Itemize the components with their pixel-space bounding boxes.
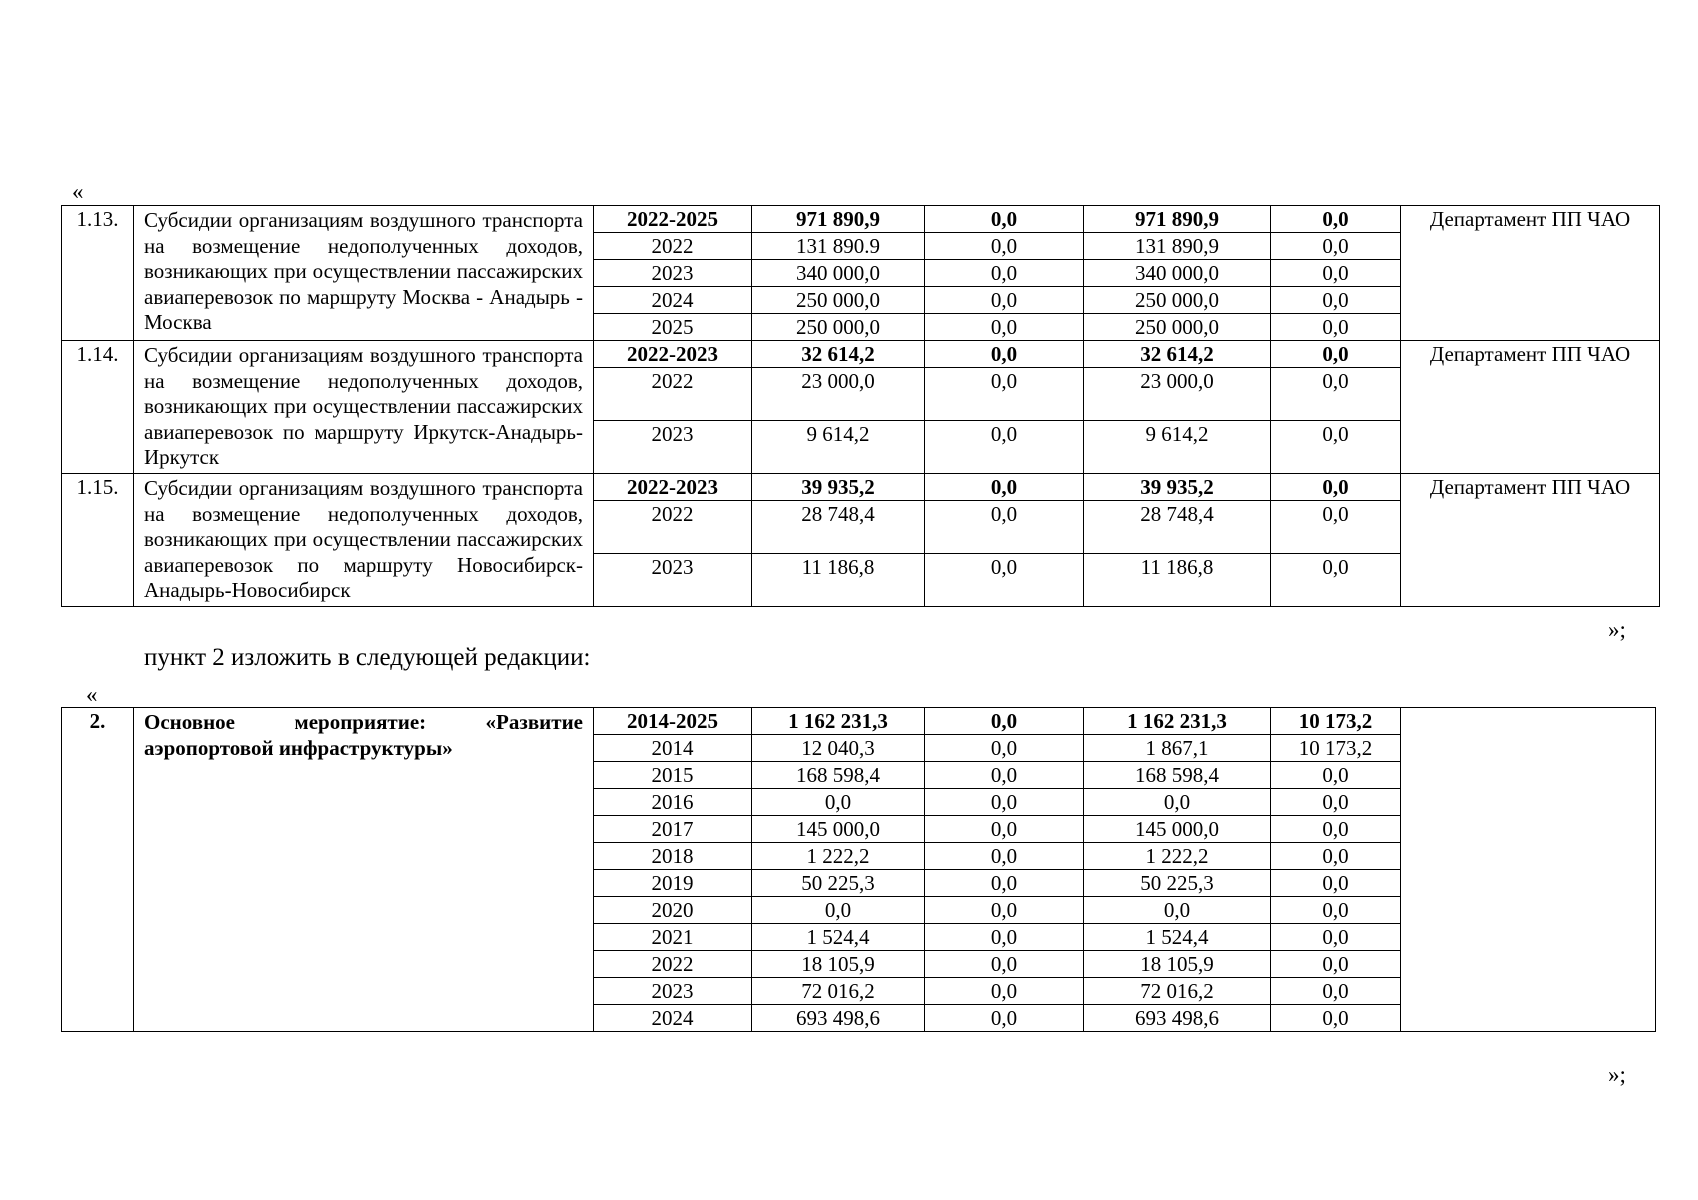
year-cell: 2023	[594, 978, 752, 1005]
value-cell: 1 524,4	[752, 924, 925, 951]
value-cell: 0,0	[1271, 816, 1401, 843]
value-cell: 0,0	[925, 843, 1084, 870]
period-cell: 2014-2025	[594, 708, 752, 735]
value-cell: 0,0	[752, 897, 925, 924]
value-cell: 0,0	[925, 870, 1084, 897]
value-cell: 0,0	[925, 341, 1084, 368]
value-cell: 0,0	[1271, 554, 1401, 607]
period-cell: 2022-2023	[594, 341, 752, 368]
year-cell: 2024	[594, 287, 752, 314]
value-cell: 145 000,0	[752, 816, 925, 843]
value-cell: 0,0	[1271, 474, 1401, 501]
value-cell: 1 222,2	[752, 843, 925, 870]
closing-quote-2: »;	[1608, 1062, 1626, 1087]
value-cell: 0,0	[925, 474, 1084, 501]
total-cell: 971 890,9	[752, 206, 925, 233]
value-cell: 1 162 231,3	[1084, 708, 1271, 735]
value-cell: 0,0	[925, 368, 1084, 421]
value-cell: 9 614,2	[752, 421, 925, 474]
table-row	[62, 341, 1660, 368]
value-cell: 0,0	[1271, 897, 1401, 924]
year-cell: 2023	[594, 421, 752, 474]
value-cell: 0,0	[925, 924, 1084, 951]
total-cell: 32 614,2	[752, 341, 925, 368]
value-cell: 0,0	[925, 816, 1084, 843]
value-cell: 10 173,2	[1271, 735, 1401, 762]
value-cell: 32 614,2	[1084, 341, 1271, 368]
value-cell: 0,0	[1271, 421, 1401, 474]
value-cell: 0,0	[925, 789, 1084, 816]
item-number: 1.14.	[62, 341, 134, 474]
value-cell: 1 222,2	[1084, 843, 1271, 870]
value-cell: 0,0	[925, 708, 1084, 735]
table-row	[62, 474, 1660, 501]
value-cell: 1 524,4	[1084, 924, 1271, 951]
value-cell: 0,0	[925, 314, 1084, 341]
value-cell: 72 016,2	[752, 978, 925, 1005]
value-cell: 72 016,2	[1084, 978, 1271, 1005]
year-cell: 2023	[594, 260, 752, 287]
value-cell: 11 186,8	[1084, 554, 1271, 607]
year-cell: 2015	[594, 762, 752, 789]
year-cell: 2016	[594, 789, 752, 816]
responsible-department: Департамент ПП ЧАО	[1401, 474, 1660, 607]
item-number: 1.13.	[62, 206, 134, 341]
year-cell: 2020	[594, 897, 752, 924]
value-cell: 23 000,0	[1084, 368, 1271, 421]
value-cell: 0,0	[1271, 233, 1401, 260]
value-cell: 0,0	[1271, 206, 1401, 233]
responsible-department: Департамент ПП ЧАО	[1401, 206, 1660, 341]
value-cell: 50 225,3	[752, 870, 925, 897]
value-cell: 39 935,2	[1084, 474, 1271, 501]
value-cell: 0,0	[925, 978, 1084, 1005]
value-cell: 145 000,0	[1084, 816, 1271, 843]
value-cell: 0,0	[925, 951, 1084, 978]
opening-quote-1: «	[72, 179, 84, 204]
value-cell: 971 890,9	[1084, 206, 1271, 233]
value-cell: 0,0	[1271, 1005, 1401, 1032]
value-cell: 18 105,9	[1084, 951, 1271, 978]
table-row	[62, 206, 1660, 233]
value-cell: 0,0	[1271, 924, 1401, 951]
value-cell: 693 498,6	[1084, 1005, 1271, 1032]
value-cell: 0,0	[1271, 501, 1401, 554]
value-cell: 0,0	[1271, 762, 1401, 789]
year-cell: 2022	[594, 951, 752, 978]
item-description: Основное мероприятие: «Развитие аэропортовой инфраструктуры»	[134, 708, 594, 1032]
value-cell: 0,0	[1271, 870, 1401, 897]
value-cell: 0,0	[1271, 368, 1401, 421]
period-cell: 2022-2025	[594, 206, 752, 233]
value-cell: 12 040,3	[752, 735, 925, 762]
total-cell: 39 935,2	[752, 474, 925, 501]
instruction-paragraph: пункт 2 изложить в следующей редакции:	[144, 644, 591, 671]
value-cell: 0,0	[925, 501, 1084, 554]
value-cell: 28 748,4	[1084, 501, 1271, 554]
value-cell: 0,0	[1271, 341, 1401, 368]
value-cell: 0,0	[1084, 897, 1271, 924]
value-cell: 18 105,9	[752, 951, 925, 978]
year-cell: 2017	[594, 816, 752, 843]
value-cell: 0,0	[925, 260, 1084, 287]
value-cell: 0,0	[1271, 843, 1401, 870]
airport-infrastructure-table	[61, 707, 1656, 1032]
value-cell: 0,0	[1084, 789, 1271, 816]
year-cell: 2024	[594, 1005, 752, 1032]
item-number: 2.	[62, 708, 134, 1032]
year-cell: 2022	[594, 501, 752, 554]
value-cell: 131 890,9	[1084, 233, 1271, 260]
value-cell: 131 890.9	[752, 233, 925, 260]
year-cell: 2022	[594, 233, 752, 260]
value-cell: 0,0	[925, 206, 1084, 233]
value-cell: 0,0	[925, 897, 1084, 924]
value-cell: 0,0	[1271, 978, 1401, 1005]
value-cell: 168 598,4	[1084, 762, 1271, 789]
value-cell: 0,0	[925, 287, 1084, 314]
value-cell: 250 000,0	[752, 314, 925, 341]
value-cell: 9 614,2	[1084, 421, 1271, 474]
value-cell: 0,0	[925, 233, 1084, 260]
value-cell: 0,0	[925, 421, 1084, 474]
value-cell: 0,0	[1271, 260, 1401, 287]
value-cell: 0,0	[925, 735, 1084, 762]
value-cell: 0,0	[1271, 951, 1401, 978]
value-cell: 11 186,8	[752, 554, 925, 607]
responsible-department: Департамент ПП ЧАО	[1401, 341, 1660, 474]
year-cell: 2018	[594, 843, 752, 870]
period-cell: 2022-2023	[594, 474, 752, 501]
table-row	[62, 708, 1656, 735]
value-cell: 50 225,3	[1084, 870, 1271, 897]
value-cell: 250 000,0	[752, 287, 925, 314]
total-cell: 1 162 231,3	[752, 708, 925, 735]
value-cell: 0,0	[925, 554, 1084, 607]
value-cell: 10 173,2	[1271, 708, 1401, 735]
value-cell: 340 000,0	[752, 260, 925, 287]
value-cell: 0,0	[1271, 314, 1401, 341]
closing-quote-1: »;	[1608, 617, 1626, 642]
year-cell: 2019	[594, 870, 752, 897]
year-cell: 2025	[594, 314, 752, 341]
responsible-department	[1401, 708, 1656, 1032]
opening-quote-2: «	[86, 682, 98, 707]
value-cell: 168 598,4	[752, 762, 925, 789]
value-cell: 0,0	[925, 1005, 1084, 1032]
value-cell: 0,0	[752, 789, 925, 816]
year-cell: 2014	[594, 735, 752, 762]
item-description: Субсидии организациям воздушного транспорта на возмещение недополученных доходов, возникающих при осуществлении пассажирских авиаперевозок по маршруту Новосибирск-Анадырь-Новосибирск	[134, 474, 594, 607]
item-number: 1.15.	[62, 474, 134, 607]
year-cell: 2022	[594, 368, 752, 421]
value-cell: 28 748,4	[752, 501, 925, 554]
value-cell: 250 000,0	[1084, 314, 1271, 341]
value-cell: 23 000,0	[752, 368, 925, 421]
item-description: Субсидии организациям воздушного транспорта на возмещение недополученных доходов, возникающих при осуществлении пассажирских авиаперевозок по маршруту Иркутск-Анадырь-Иркутск	[134, 341, 594, 474]
value-cell: 693 498,6	[752, 1005, 925, 1032]
item-description: Субсидии организациям воздушного транспорта на возмещение недополученных доходов, возникающих при осуществлении пассажирских авиаперевозок по маршруту Москва - Анадырь - Москва	[134, 206, 594, 341]
value-cell: 0,0	[1271, 789, 1401, 816]
value-cell: 340 000,0	[1084, 260, 1271, 287]
value-cell: 250 000,0	[1084, 287, 1271, 314]
year-cell: 2023	[594, 554, 752, 607]
value-cell: 1 867,1	[1084, 735, 1271, 762]
value-cell: 0,0	[925, 762, 1084, 789]
subsidies-table	[61, 205, 1660, 607]
value-cell: 0,0	[1271, 287, 1401, 314]
year-cell: 2021	[594, 924, 752, 951]
